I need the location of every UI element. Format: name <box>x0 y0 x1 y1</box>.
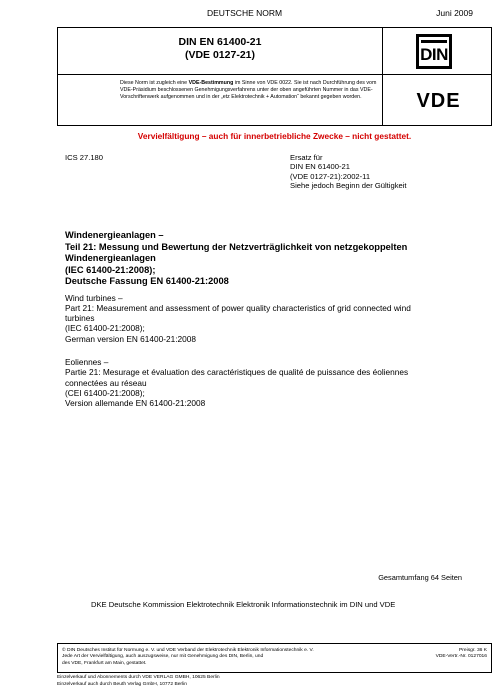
din-logo: DIN <box>416 34 452 69</box>
page-header <box>57 8 473 22</box>
replacement-info: Ersatz für DIN EN 61400-21 (VDE 0127-21):2002-11 Siehe jedoch Beginn der Gültigkeit <box>290 153 407 190</box>
dke-committee: DKE Deutsche Kommission Elektrotechnik Elektronik Informationstechnik im DIN und VDE <box>91 600 396 609</box>
title-box <box>57 27 492 126</box>
title-french: Eoliennes – Partie 21: Mesurage et évaluation des caractéristiques de qualité de puissance des éoliennes connectées au réseau (CEI 61400-21:2008); Version allemande EN 61400-21:2008 <box>65 356 409 409</box>
title-english: Wind turbines – Part 21: Measurement and assessment of power quality characteristics of grid connected wind turbines (IEC 61400-21:2008); German version EN 61400-21:2008 <box>65 292 411 344</box>
vde-logo: VDE <box>416 90 461 112</box>
standard-number <box>58 36 382 62</box>
issue-date: Juni 2009 <box>436 8 473 18</box>
ics-code: ICS 27.180 <box>65 153 103 162</box>
vde-notice: Diese Norm ist zugleich eine VDE-Bestimmung im Sinne von VDE 0022. Sie ist nach Durchführung des vom VDE-Präsidium beschlossenen Genehmigungsverfahrens unter der oben angeführten Nummer in das VDE-Vorschriftenwerk aufgenommen und in der „etz Elektrotechnik + Automation“ bekannt gegeben worden. <box>120 80 377 100</box>
sales-info: Einzelverkauf und Abonnements durch VDE VERLAG GMBH, 10625 Berlin Einzelverkauf auch durch Beuth Verlag GmbH, 10772 Berlin <box>57 675 220 687</box>
standard-type: DEUTSCHE NORM <box>207 8 283 18</box>
footer-box <box>57 643 492 673</box>
vde-order-number: VDE-Vertr.-Nr. 0127016 <box>435 654 487 660</box>
document-titles <box>65 230 465 408</box>
total-pages: Gesamtumfang 64 Seiten <box>378 573 462 582</box>
copy-warning: Vervielfältigung – auch für innerbetriebliche Zwecke – nicht gestattet. <box>137 131 412 141</box>
standard-number-line1: DIN EN 61400-21 <box>178 36 262 48</box>
title-german: Windenergieanlagen – Teil 21: Messung und Bewertung der Netzverträglichkeit von netzgekoppelten Windenergieanlagen (IEC 61400-21:2008); Deutsche Fassung EN 61400-21:2008 <box>65 230 408 286</box>
copyright-notice: © DIN Deutsches Institut für Normung e. V. und VDE Verband der Elektrotechnik Elektronik Informationstechnik e. V. Jede Art der Vervielfältigung, auch auszugsweise, nur mit Genehmigung des DIN, Berlin, und des VDE, Frankfurt am Main, gestattet. <box>62 648 314 666</box>
standard-number-line2: (VDE 0127-21) <box>184 49 256 61</box>
price-info <box>436 648 487 661</box>
price-group: Preisgr. 36 K <box>459 648 487 653</box>
